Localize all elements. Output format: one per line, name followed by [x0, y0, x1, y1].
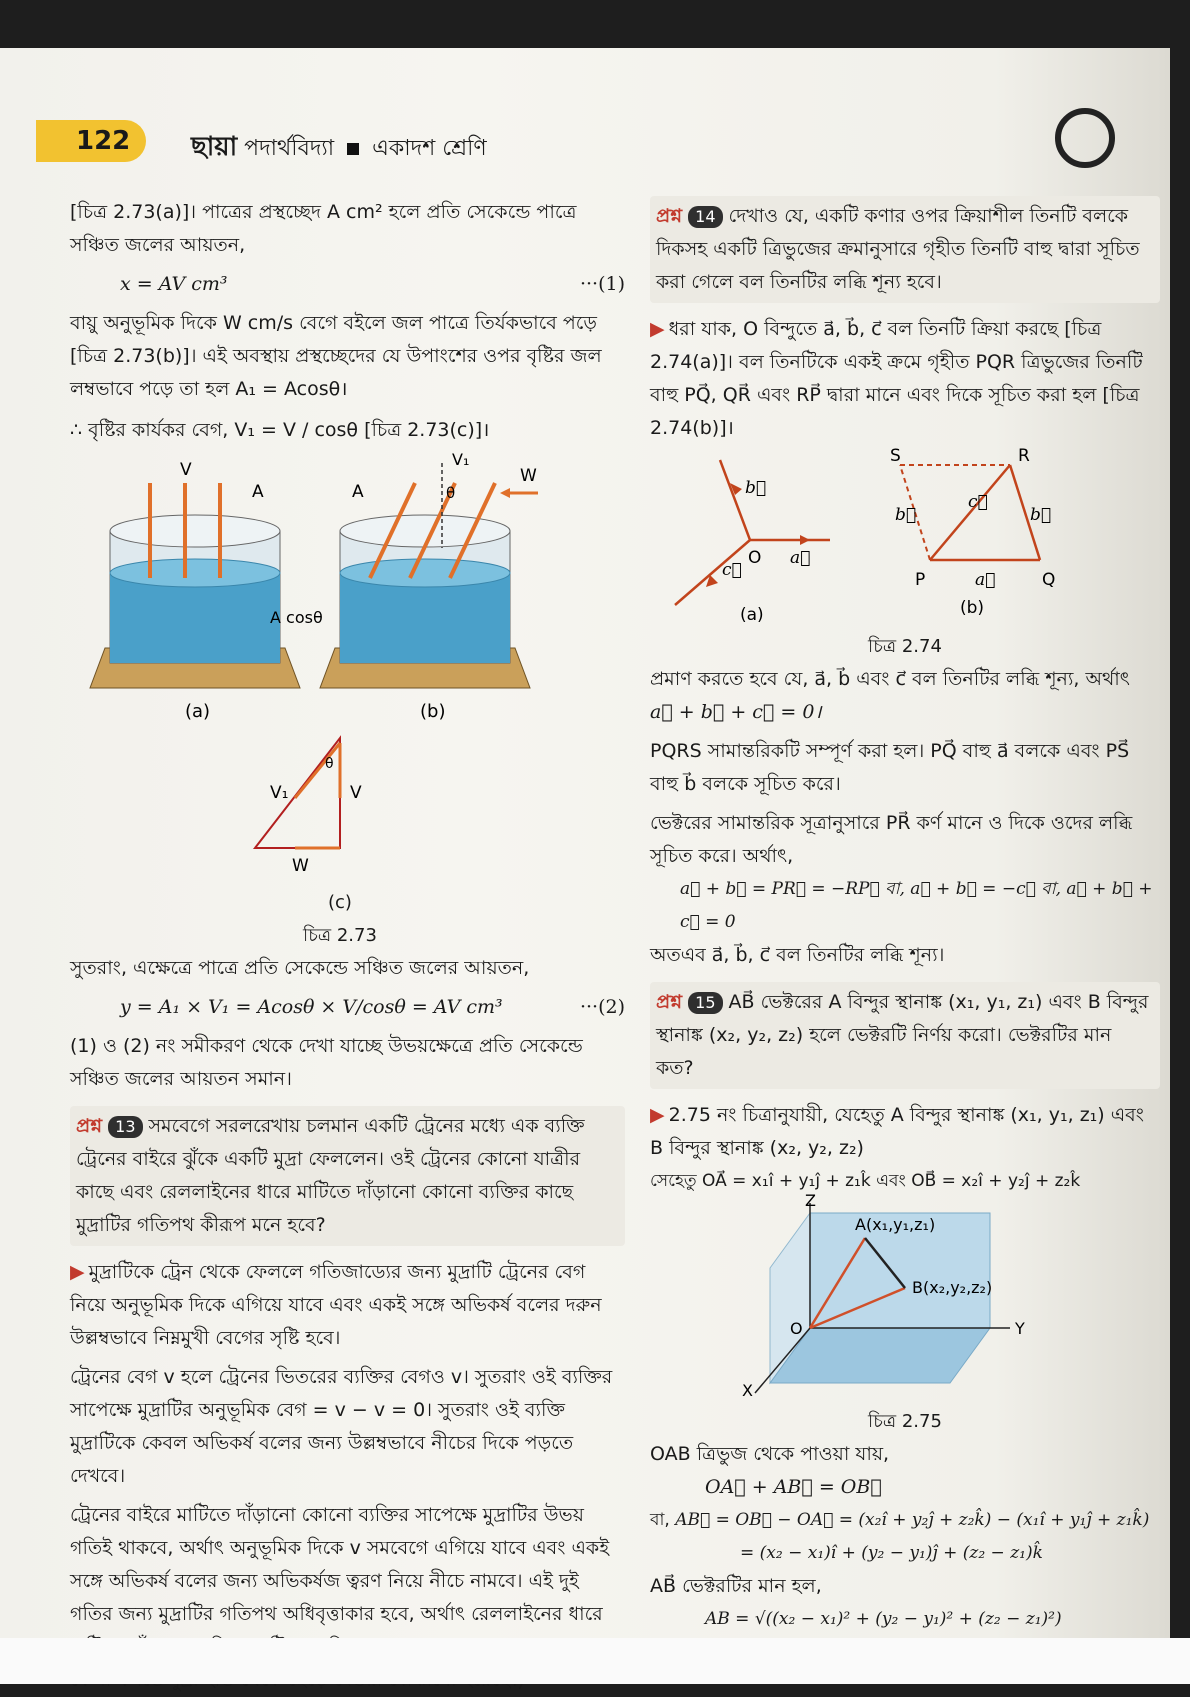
label-Z: Z [805, 1191, 816, 1210]
question-label: প্রশ্ন [76, 1115, 103, 1137]
answer-paragraph: ভেক্টরের সামান্তরিক সূত্রানুসারে PR⃗ কর্ণ মানে ও দিকে ওদের লব্ধি সূচিত করে। অর্থাৎ, [650, 812, 1133, 867]
page-header [36, 120, 1036, 164]
subject-name: পদার্থবিদ্যা [244, 136, 335, 161]
paragraph: বায়ু অনুভূমিক দিকে W cm/s বেগে বইলে জল পাত্রে তির্যকভাবে পড়ে [চিত্র 2.73(b)]। এই অবস্থায় প্রস্থচ্ছেদের যে উপাংশের ওপর বৃষ্টির জল লম্বভাবে পড়ে তা হল A₁ = Acosθ। [70, 312, 602, 400]
gear-icon [1055, 108, 1115, 168]
label-theta: θ [446, 484, 456, 502]
label-W: W [520, 466, 537, 486]
equation: a⃗ + b⃗ + c⃗ = 0। [650, 701, 822, 723]
tri-V1: V₁ [270, 783, 289, 803]
answer-arrow-icon: ▶ [650, 1104, 665, 1126]
answer-paragraph: OAB ত্রিভুজ থেকে পাওয়া যায়, [650, 1443, 890, 1465]
label-O: O [748, 548, 762, 568]
question-text: সমবেগে সরলরেখায় চলমান একটি ট্রেনের মধ্যে এক ব্যক্তি ট্রেনের বাইরে ঝুঁকে একটি মুদ্রা ফেললেন। ওই ট্রেনের কোনো যাত্রীর কাছে এবং রেললাইনের ধারে মাটিতে দাঁড়ানো কোনো ব্যক্তির কাছে মুদ্রাটির গতিপথ কীরূপ মনে হবে? [76, 1115, 585, 1236]
paragraph: ∴ বৃষ্টির কার্যকর বেগ, V₁ = V / cosθ [চিত্র 2.73(c)]। [70, 419, 490, 441]
equation: AB = √((x₂ − x₁)² + (y₂ − y₁)² + (z₂ − z₁)²) [705, 1609, 1062, 1629]
label-A: A(x₁,y₁,z₁) [855, 1215, 936, 1234]
question-number: 15 [688, 992, 722, 1014]
answer-paragraph: AB⃗ ভেক্টরটির মান হল, [650, 1575, 822, 1597]
tri-V: V [350, 783, 362, 803]
answer-paragraph: 2.75 নং চিত্রানুযায়ী, যেহেতু A বিন্দুর স্থানাঙ্ক (x₁, y₁, z₁) এবং B বিন্দুর স্থানাঙ্ক (x₂, y₂, z₂) [650, 1104, 1144, 1159]
equation: OA⃗ + AB⃗ = OB⃗ [705, 1476, 882, 1498]
class-name: একাদশ শ্রেণি [372, 136, 487, 161]
label-V: V [180, 460, 192, 480]
question-number: 13 [108, 1116, 142, 1138]
page-margin [0, 1638, 1190, 1684]
label-c: c⃗ [722, 560, 742, 580]
answer-arrow-icon: ▶ [650, 318, 665, 340]
label-a: a⃗ [790, 548, 811, 568]
question-text: দেখাও যে, একটি কণার ওপর ক্রিয়াশীল তিনটি বলকে দিকসহ একটি ত্রিভুজের ক্রমানুসারে গৃহীত তিনটি বাহু দ্বারা সূচিত করা গেলে বল তিনটির লব্ধি শূন্য হবে। [656, 205, 1140, 293]
answer-paragraph: ট্রেনের বেগ v হলে ট্রেনের ভিতরের ব্যক্তির বেগও v। সুতরাং ওই ব্যক্তির সাপেক্ষে মুদ্রাটির অনুভূমিক বেগ = v − v = 0। সুতরাং ওই ব্যক্তি মুদ্রাটিকে কেবল অভিকর্ষ বলের জন্য উল্লম্বভাবে নীচের দিকে পড়তে দেখবে। [70, 1366, 613, 1487]
label-B: B(x₂,y₂,z₂) [912, 1278, 993, 1297]
label-b: b⃗ [745, 478, 767, 498]
equation-number: ···(1) [579, 273, 625, 295]
question-15 [650, 982, 1160, 1089]
answer-paragraph: PQRS সামান্তরিকটি সম্পূর্ণ করা হল। PQ⃗ বাহু a⃗ বলকে এবং PS⃗ বাহু b⃗ বলকে সূচিত করে। [650, 740, 1130, 795]
label-Acos: A cosθ [270, 608, 323, 627]
sub-a: (a) [185, 701, 211, 722]
answer-arrow-icon: ▶ [70, 1261, 85, 1283]
force-a-arrowhead [800, 535, 810, 545]
sub-a: (a) [740, 605, 764, 625]
question-14 [650, 196, 1160, 303]
label-R: R [1018, 446, 1030, 466]
label-Y: Y [1015, 1319, 1025, 1338]
water-surface-a [110, 559, 280, 587]
square-bullet-icon [347, 143, 359, 155]
answer-paragraph: মুদ্রাটিকে ট্রেন থেকে ফেললে গতিজাড্যের জন্য মুদ্রাটি ট্রেনের বেগ নিয়ে অনুভূমিক দিকে এগিয়ে যাবে এবং একই সঙ্গে অভিকর্ষ বলের দরুন উল্লম্বভাবে নিম্নমুখী বেগের সৃষ্টি হবে। [70, 1261, 602, 1349]
question-label: প্রশ্ন [656, 991, 683, 1013]
right-column [650, 196, 1160, 1636]
label-Q: Q [1042, 570, 1056, 590]
answer-paragraph: ধরা যাক, O বিন্দুতে a⃗, b⃗, c⃗ বল তিনটি ক্রিয়া করছে [চিত্র 2.74(a)]। বল তিনটিকে একই ক্রমে গৃহীত PQR ত্রিভুজের তিনটি বাহু PQ⃗, QR⃗ এবং RP⃗ দ্বারা মানে এবং দিকে সূচিত করা হল [চিত্র 2.74(b)]। [650, 318, 1143, 439]
figure-2-73 [70, 450, 610, 883]
equation-text: y = A₁ × V₁ = Acosθ × V/cosθ = AV cm³ [120, 996, 503, 1018]
beaker-rim-a [110, 515, 280, 547]
tri-W: W [292, 856, 309, 876]
question-number: 14 [688, 206, 722, 228]
label-V1: V₁ [452, 450, 470, 469]
equation: AB⃗ = OB⃗ − OA⃗ = (x₂î + y₂ĵ + z₂k̂) − (x₁î + y₁ĵ + z₁k̂) [675, 1510, 1150, 1530]
label-b: b⃗ [1030, 505, 1052, 525]
figure-caption: চিত্র 2.75 [868, 1411, 942, 1432]
answer-paragraph: প্রমাণ করতে হবে যে, a⃗, b⃗ এবং c⃗ বল তিনটির লব্ধি শূন্য, অর্থাৎ [650, 668, 1130, 690]
page-number: 122 [36, 120, 146, 162]
equation-text: x = AV cm³ [120, 273, 228, 295]
label-A: A [252, 482, 264, 502]
label-X: X [742, 1381, 753, 1400]
answer-paragraph: ট্রেনের বাইরে মাটিতে দাঁড়ানো কোনো ব্যক্তির সাপেক্ষে মুদ্রাটির উভয় গতিই থাকবে, অর্থাৎ অনুভূমিক দিকে v সমবেগে এগিয়ে যাবে এবং একই সঙ্গে অভিকর্ষ বলের জন্য অভিকর্ষজ ত্বরণ নিয়ে নীচে নামবে। এই দুই গতির জন্য মুদ্রাটির গতিপথ অধিবৃত্তাকার হবে, অর্থাৎ রেললাইনের ধারে [70, 1504, 610, 1625]
question-text: AB⃗ ভেক্টরের A বিন্দুর স্থানাঙ্ক (x₁, y₁, z₁) এবং B বিন্দুর স্থানাঙ্ক (x₂, y₂, z₂) হলে ভেক্টরটি নির্ণয় করো। ভেক্টরটির মান কত? [656, 991, 1149, 1079]
paragraph: (1) ও (2) নং সমীকরণ থেকে দেখা যাচ্ছে উভয়ক্ষেত্রে প্রতি সেকেন্ডে সঞ্চিত জলের আয়তন সমান। [70, 1035, 583, 1090]
paragraph: [চিত্র 2.73(a)]। পাত্রের প্রস্থচ্ছেদ A cm² হলে প্রতি সেকেন্ডে পাত্রে সঞ্চিত জলের আয়তন, [70, 201, 577, 256]
figure-2-75 [650, 1191, 1150, 1400]
equation: a⃗ + b⃗ = PR⃗ = −RP⃗ বা, a⃗ + b⃗ = −c⃗ বা, a⃗ + b⃗ + c⃗ = 0 [680, 879, 1153, 932]
label-b: b⃗ [895, 505, 917, 525]
answer-paragraph: অতএব a⃗, b⃗, c⃗ বল তিনটির লব্ধি শূন্য। [650, 944, 945, 966]
book-name: ছায়া [191, 132, 238, 162]
equation-prefix: বা, [650, 1510, 670, 1530]
label-c: c⃗ [968, 492, 988, 512]
sub-b: (b) [960, 598, 985, 618]
left-column [70, 196, 625, 1697]
tri-theta: θ [325, 756, 334, 772]
book-page [0, 48, 1170, 1638]
question-13 [70, 1106, 625, 1246]
water-surface-b [340, 559, 510, 587]
label-P: P [915, 570, 926, 590]
paragraph: সুতরাং, এক্ষেত্রে পাত্রে প্রতি সেকেন্ডে সঞ্চিত জলের আয়তন, [70, 957, 530, 979]
wind-arrowhead [500, 488, 510, 498]
label-a: a⃗ [975, 570, 996, 590]
label-O: O [790, 1319, 803, 1338]
question-label: প্রশ্ন [656, 205, 683, 227]
equation: = (x₂ − x₁)î + (y₂ − y₁)ĵ + (z₂ − z₁)k̂ [740, 1543, 1043, 1563]
equation-1 [70, 268, 625, 301]
equation-number: ···(2) [579, 996, 625, 1018]
side-RP [930, 465, 1010, 560]
label-S: S [890, 446, 901, 466]
running-title [191, 126, 487, 170]
sub-b: (b) [420, 701, 446, 722]
figure-caption: চিত্র 2.73 [303, 925, 377, 946]
equation-2 [70, 991, 625, 1024]
answer-paragraph: সেহেতু OA⃗ = x₁î + y₁ĵ + z₁k̂ এবং OB⃗ = x₂î + y₂ĵ + z₂k̂ [650, 1171, 1081, 1191]
label-A2: A [352, 482, 364, 502]
figure-caption: চিত্র 2.74 [868, 636, 942, 657]
force-b-line [720, 460, 750, 540]
figure-2-74 [650, 445, 1150, 625]
sub-c: (c) [328, 892, 352, 913]
